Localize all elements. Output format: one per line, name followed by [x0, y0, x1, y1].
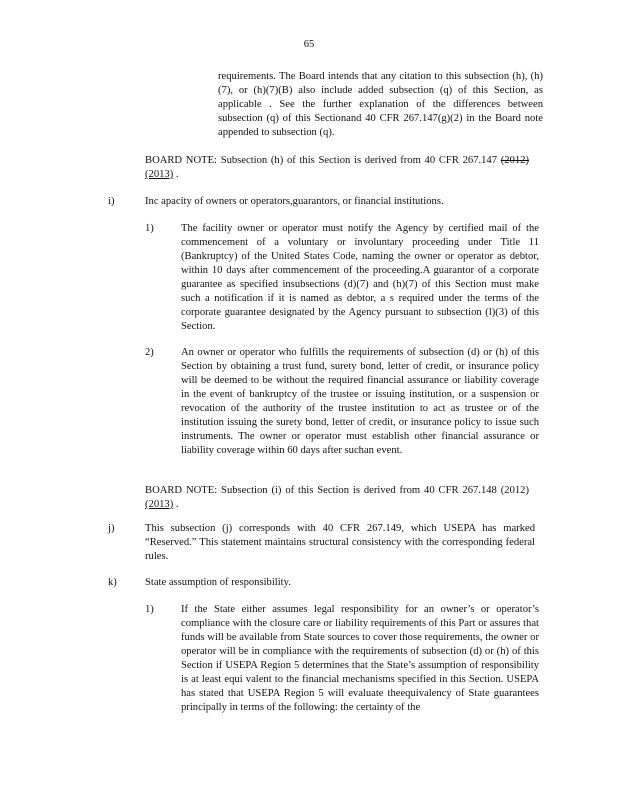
board-note-i-end: .	[175, 499, 179, 510]
board-note-h	[145, 154, 529, 182]
section-i-label: i)	[108, 196, 115, 207]
section-k-label: k)	[108, 577, 117, 588]
intro-paragraph: requirements. The Board intends that any citation to this subsection (h), (h)(7), or (h)(7)(B) also include added subsection (q) of this Section, as applicable . See the further explanation of the differences between subsection (q) of this Sectionand 40 CFR 267.147(g)(2) in the Board note appended to subsection (q).	[218, 71, 543, 138]
section-k-item-1: If the State either assumes legal responsibility for an owner’s or operator’s compliance with the closure care or liability requirements of this Part or assures that funds will be available from State sources to cover those requirements, the owner or operator will be in compliance with the requirements of subsection (d) or (h) of this Section if USEPA Region 5 determines that the State’s assumption of responsibility is at least equi valent to the financial mechanisms specified in this Section. USEPA has stated that USEPA Region 5 will evaluate theequivalency of State guarantees principally in terms of the following: the certainty of the	[181, 604, 539, 713]
section-i-item-1: The facility owner or operator must notify the Agency by certified mail of the commencement of a voluntary or involuntary proceeding under Title 11 (Bankruptcy) of the United States Code, naming the owner or operator as debtor, within 10 days after commencement of the proceeding.A guarantor of a corporate guarantee as specified insubsections (d)(7) and (h)(7) of this Section must make such a notification if it is named as debtor, a s required under the terms of the corporate guarantee designated by the Agency pursuant to subsection (l)(3) of this Section.	[181, 223, 539, 332]
board-note-i-struck-year: (2012)	[500, 485, 530, 496]
board-note-i-text: BOARD NOTE: Subsection (i) of this Section is derived from 40 CFR 267.148	[145, 485, 497, 496]
board-note-i-inserted-year: (2013)	[145, 499, 174, 510]
board-note-h-struck-year: (2012)	[500, 155, 529, 166]
section-k-heading: State assumption of responsibility.	[145, 577, 291, 588]
board-note-h-inserted-year: (2013)	[145, 169, 174, 180]
section-i-item-1-label: 1)	[145, 223, 154, 234]
section-j-text: This subsection (j) corresponds with 40 CFR 267.149, which USEPA has marked “Reserved.” This statement maintains structural consistency with the corresponding federal rules.	[145, 523, 535, 562]
board-note-h-text: BOARD NOTE: Subsection (h) of this Section is derived from 40 CFR 267.147	[145, 155, 498, 166]
board-note-h-end: .	[175, 169, 179, 180]
section-j-label: j)	[108, 523, 115, 534]
section-i-item-2: An owner or operator who fulfills the requirements of subsection (d) or (h) of this Section by obtaining a trust fund, surety bond, letter of credit, or insurance policy will be deemed to be without the required financial assurance or liability coverage in the event of bankruptcy of the trustee or issuing institution, or a suspension or revocation of the authority of the trustee institution to act as trustee or of the institution issuing the surety bond, letter of credit, or insurance policy to issue such instruments. The owner or operator must establish other financial assurance or liability coverage within 60 days after suchan event.	[181, 347, 539, 456]
section-k-item-1-label: 1)	[145, 604, 154, 615]
board-note-i	[145, 484, 529, 512]
section-i-heading: Inc apacity of owners or operators,guarantors, or financial institutions.	[145, 196, 444, 207]
section-i-item-2-label: 2)	[145, 347, 154, 358]
page-number: 65	[303, 39, 315, 50]
